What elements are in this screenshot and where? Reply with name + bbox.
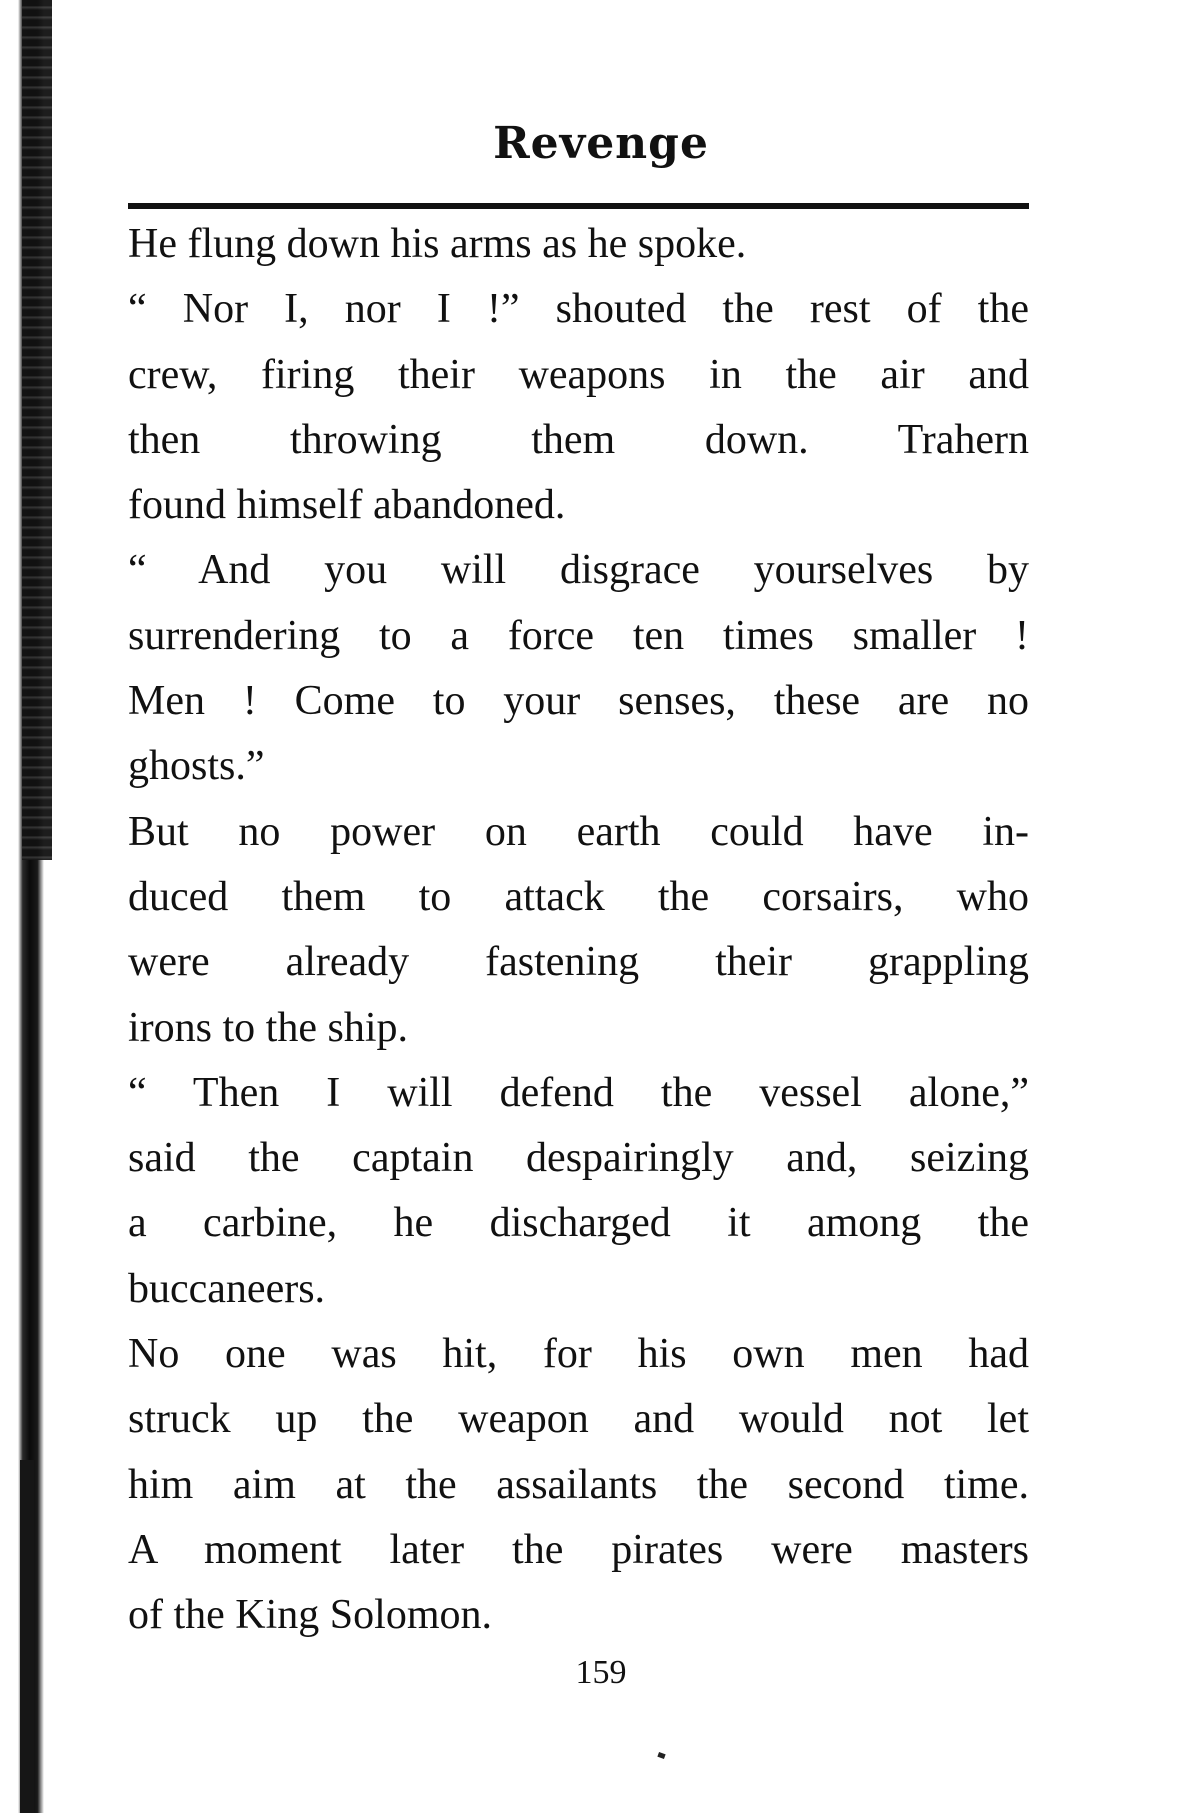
book-binding-shadow-lower	[20, 1460, 34, 1813]
text-line: But no power on earth could have in-	[128, 808, 1029, 855]
text-line: struck up the weapon and would not let	[128, 1396, 1029, 1443]
text-line: a carbine, he discharged it among the	[128, 1200, 1029, 1247]
text-line: No one was hit, for his own men had	[128, 1331, 1029, 1378]
ink-speck	[657, 1752, 665, 1759]
text-line: of the King Solomon.	[128, 1592, 492, 1639]
page-body	[128, 212, 1029, 1649]
running-head: Revenge	[493, 118, 709, 169]
text-line: said the captain despairingly and, seizing	[128, 1135, 1029, 1182]
page-number: 159	[575, 1654, 627, 1691]
text-line: then throwing them down. Trahern	[128, 416, 1029, 463]
text-line: surrendering to a force ten times smaller !	[128, 612, 1029, 659]
text-line: “ And you will disgrace yourselves by	[128, 547, 1029, 594]
text-line: irons to the ship.	[128, 1004, 408, 1051]
text-line: He flung down his arms as he spoke.	[128, 221, 747, 267]
text-line: Men ! Come to your senses, these are no	[128, 678, 1029, 725]
text-line: were already fastening their grappling	[128, 939, 1029, 986]
header-rule	[128, 203, 1029, 209]
text-line: found himself abandoned.	[128, 482, 566, 529]
text-line: “ Nor I, nor I !” shouted the rest of the	[128, 286, 1029, 333]
text-line: buccaneers.	[128, 1265, 326, 1312]
text-line: duced them to attack the corsairs, who	[128, 873, 1029, 920]
text-line: A moment later the pirates were masters	[128, 1526, 1029, 1573]
text-line: him aim at the assailants the second time.	[128, 1461, 1029, 1508]
text-line: “ Then I will defend the vessel alone,”	[128, 1069, 1029, 1116]
text-line: crew, firing their weapons in the air and	[128, 351, 1029, 398]
text-line: ghosts.”	[128, 743, 265, 790]
